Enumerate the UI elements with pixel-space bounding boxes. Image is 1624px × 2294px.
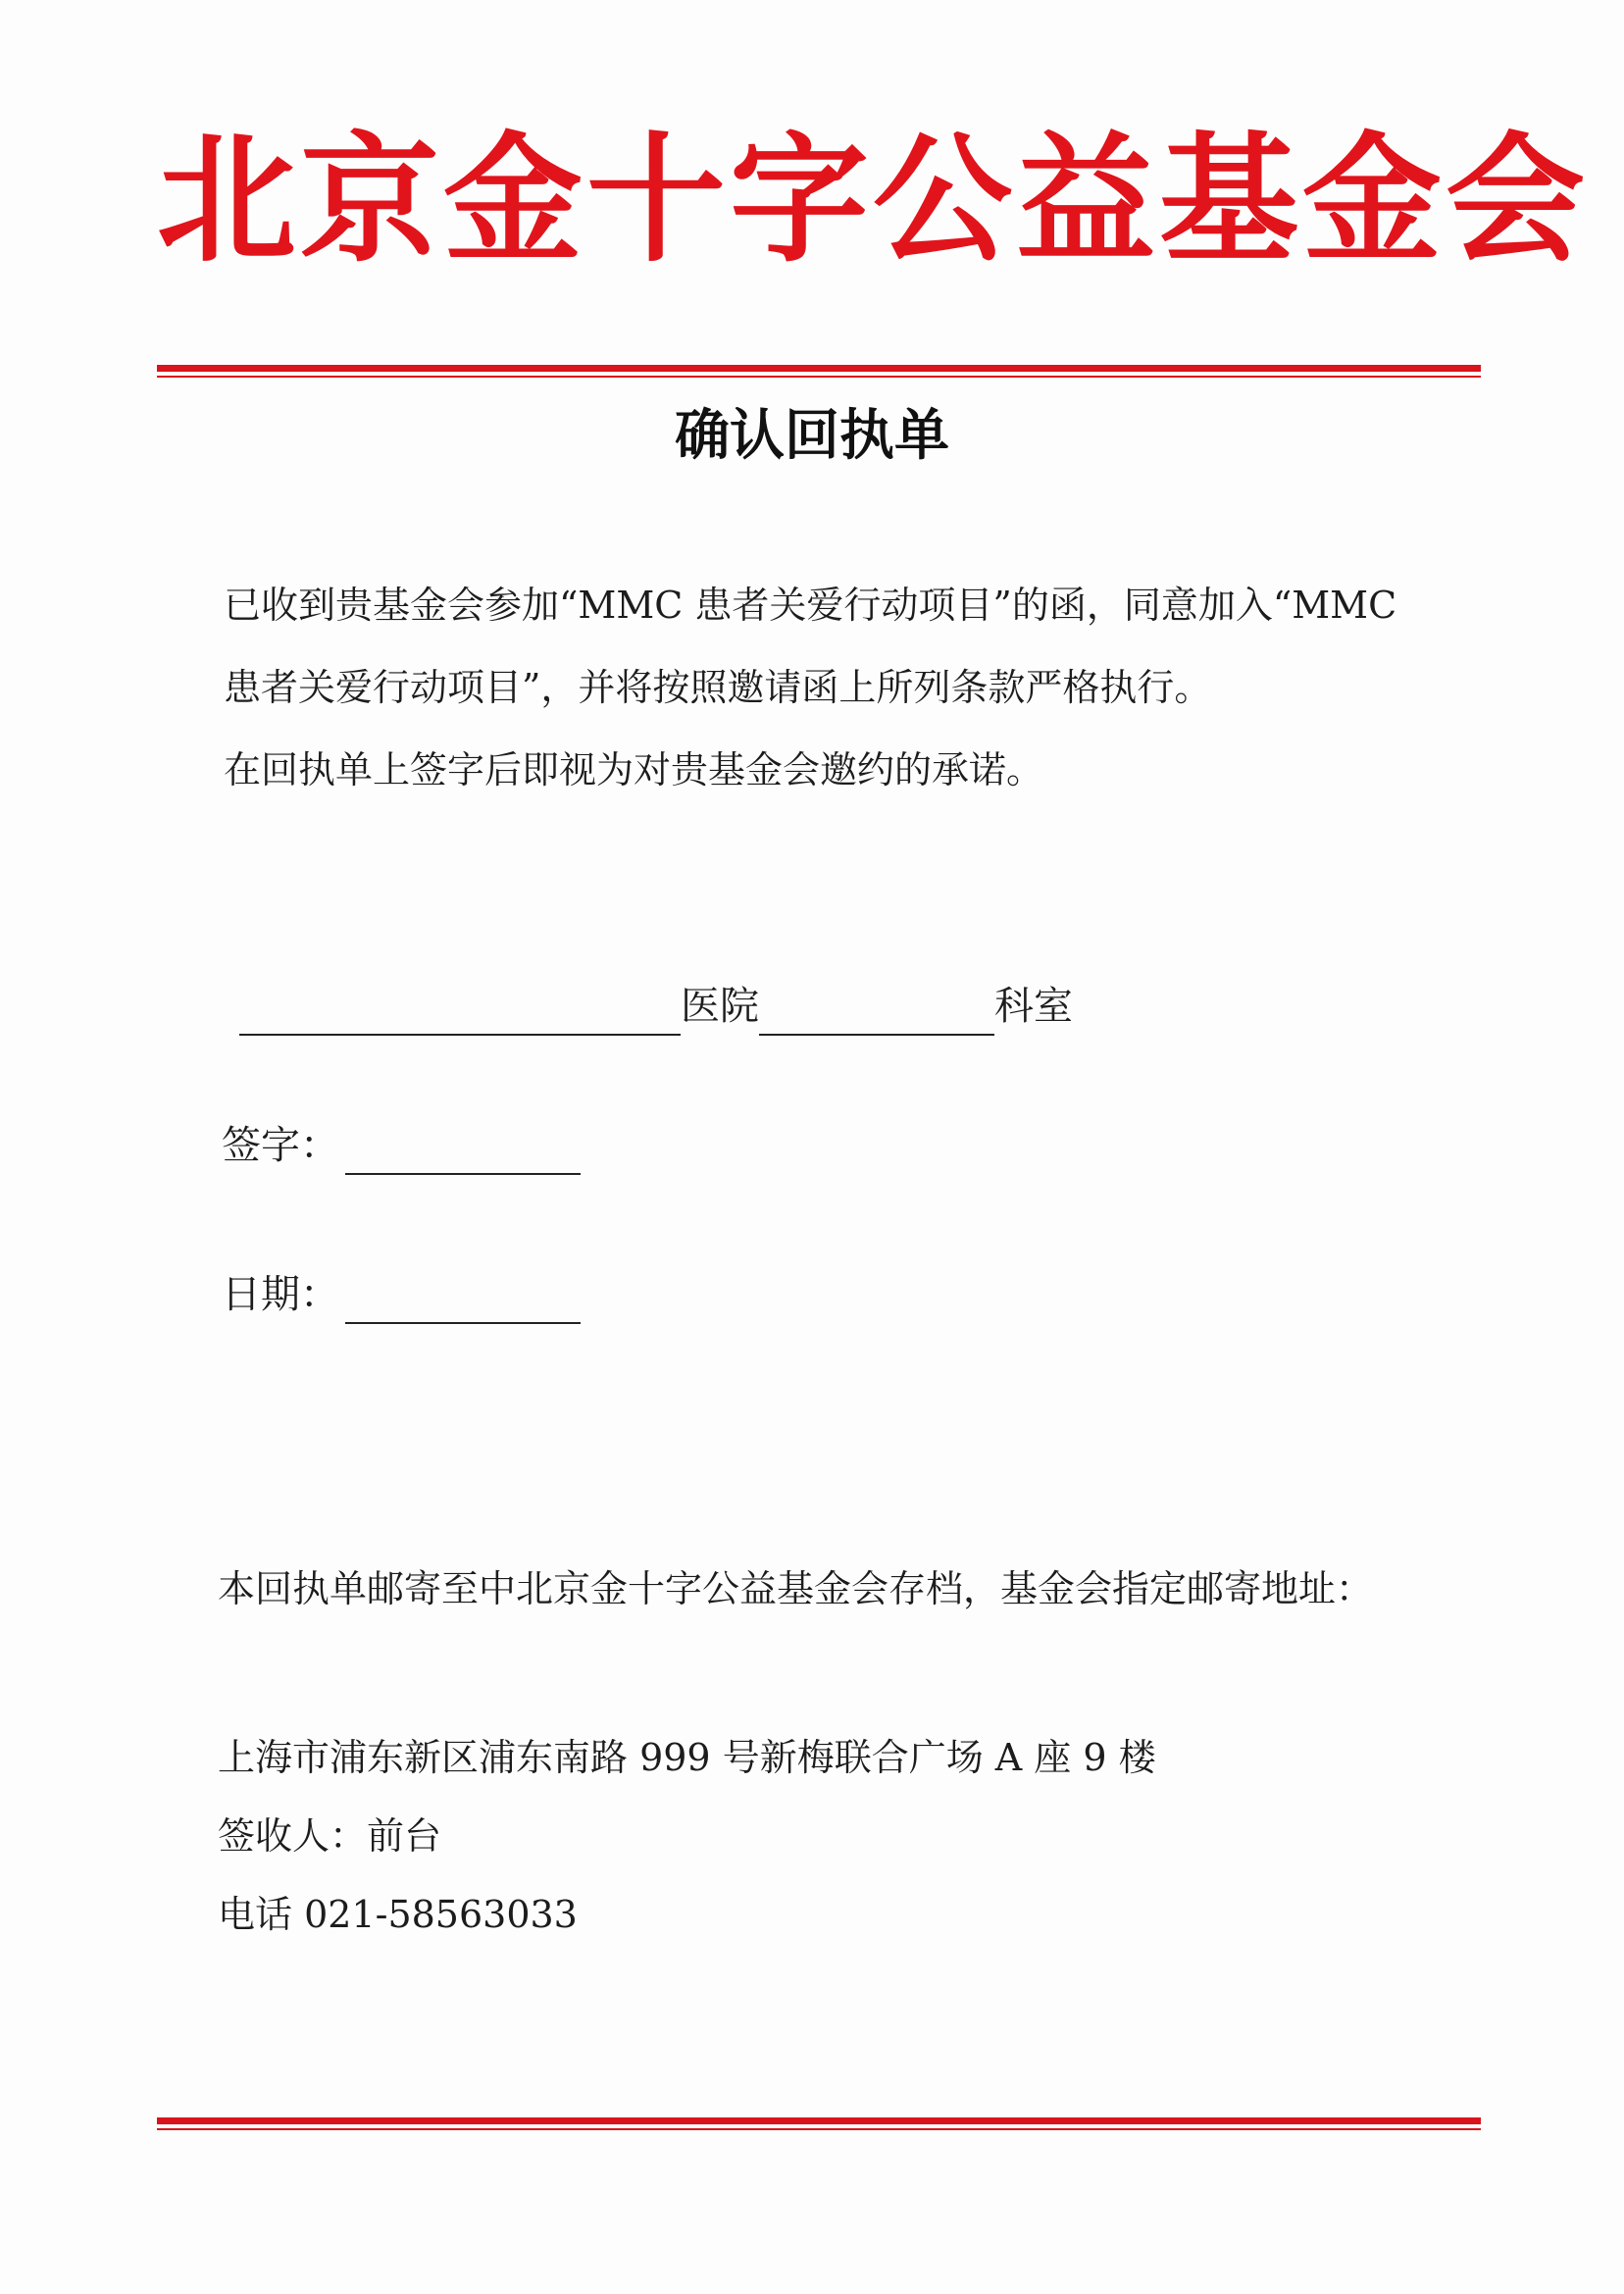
document-title: 确认回执单 bbox=[675, 404, 949, 468]
mailing-phone: 电话 021-58563033 bbox=[218, 1893, 578, 1936]
divider-thin-line bbox=[157, 376, 1481, 378]
divider-thick-line bbox=[157, 365, 1481, 372]
mailing-note: 本回执单邮寄至中北京金十字公益基金会存档，基金会指定邮寄地址： bbox=[218, 1567, 1374, 1610]
date-blank-field[interactable] bbox=[345, 1277, 581, 1324]
mailing-receiver: 签收人：前台 bbox=[218, 1814, 442, 1858]
body-paragraph-line-1: 已收到贵基金会参加“MMC 患者关爱行动项目”的函，同意加入“MMC bbox=[224, 584, 1397, 627]
footer-divider bbox=[157, 2117, 1481, 2130]
letterhead-divider bbox=[157, 365, 1481, 378]
date-row bbox=[222, 1265, 581, 1324]
signature-blank-field[interactable] bbox=[345, 1128, 581, 1175]
footer-divider-thin-line bbox=[157, 2128, 1481, 2130]
signature-row bbox=[222, 1116, 581, 1175]
mailing-address: 上海市浦东新区浦东南路 999 号新梅联合广场 A 座 9 楼 bbox=[218, 1736, 1156, 1779]
hospital-blank-field[interactable] bbox=[239, 989, 681, 1036]
department-label: 科室 bbox=[994, 984, 1073, 1029]
hospital-department-row bbox=[239, 977, 1073, 1036]
department-blank-field[interactable] bbox=[759, 989, 994, 1036]
footer-divider-thick-line bbox=[157, 2117, 1481, 2124]
body-paragraph-line-2: 患者关爱行动项目”，并将按照邀请函上所列条款严格执行。 bbox=[224, 666, 1212, 709]
date-label: 日期： bbox=[222, 1272, 339, 1317]
hospital-label: 医院 bbox=[681, 984, 759, 1029]
signature-label: 签字： bbox=[222, 1123, 339, 1168]
letterhead-org-name: 北京金十字公益基金会 bbox=[157, 120, 1589, 281]
body-paragraph-line-3: 在回执单上签字后即视为对贵基金会邀约的承诺。 bbox=[224, 748, 1044, 791]
